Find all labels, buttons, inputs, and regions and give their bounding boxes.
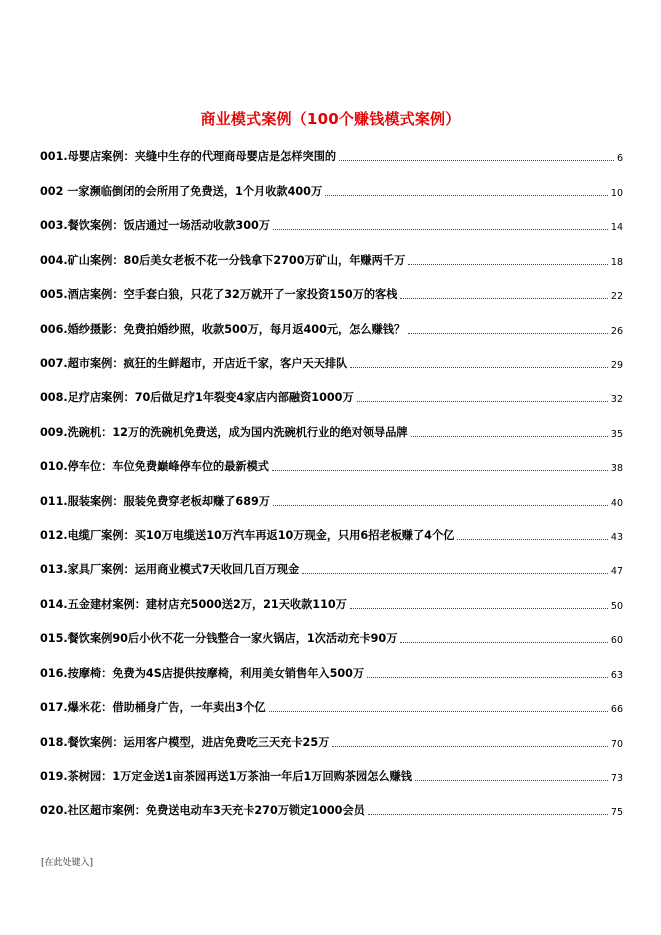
- toc-page-number: 32: [610, 394, 623, 406]
- toc-page-number: 63: [610, 669, 623, 681]
- toc-entry-title: 015.餐饮案例90后小伙不花一分钱整合一家火锅店，1次活动充卡90万: [40, 632, 398, 646]
- toc-entry[interactable]: [40, 725, 623, 759]
- toc-entry-title: 012.电缆厂案例：买10万电缆送10万汽车再返10万现金，只用6招老板赚了4个亿: [40, 529, 455, 543]
- toc-entry[interactable]: [40, 312, 623, 346]
- toc-entry-title: 004.矿山案例：80后美女老板不花一分钱拿下2700万矿山，年赚两千万: [40, 253, 406, 267]
- toc-entry[interactable]: [40, 174, 623, 208]
- toc-page-number: 22: [610, 291, 623, 303]
- toc-page-number: 50: [610, 600, 623, 612]
- toc-page-number: 73: [610, 773, 623, 785]
- toc-entry[interactable]: [40, 381, 623, 415]
- toc-page-number: 66: [610, 704, 623, 716]
- toc-entry-title: 010.停车位：车位免费巅峰停车位的最新模式: [40, 460, 269, 474]
- toc-entry[interactable]: [40, 484, 623, 518]
- toc-page-number: 75: [610, 807, 623, 819]
- toc-leader-dots: [350, 367, 608, 368]
- toc-leader-dots: [350, 608, 608, 609]
- toc-entry[interactable]: [40, 691, 623, 725]
- table-of-contents: [40, 140, 623, 828]
- toc-page-number: 35: [610, 428, 623, 440]
- toc-entry[interactable]: [40, 415, 623, 449]
- toc-entry-title: 019.茶树园：1万定金送1亩茶园再送1万茶油一年后1万回购茶园怎么赚钱: [40, 770, 412, 784]
- toc-entry[interactable]: [40, 760, 623, 794]
- toc-entry[interactable]: [40, 209, 623, 243]
- toc-entry[interactable]: [40, 587, 623, 621]
- toc-entry-title: 017.爆米花：借助桶身广告，一年卖出3个亿: [40, 701, 266, 715]
- toc-leader-dots: [400, 298, 608, 299]
- toc-leader-dots: [273, 229, 608, 230]
- toc-entry-title: 003.餐饮案例：饭店通过一场活动收款300万: [40, 219, 270, 233]
- toc-entry-title: 006.婚纱摄影：免费拍婚纱照，收款500万，每月返400元，怎么赚钱？: [40, 322, 406, 336]
- toc-page-number: 40: [610, 497, 623, 509]
- toc-leader-dots: [415, 780, 608, 781]
- toc-entry-title: 001.母婴店案例：夹缝中生存的代理商母婴店是怎样突围的: [40, 150, 337, 164]
- toc-leader-dots: [457, 539, 608, 540]
- toc-page-number: 10: [610, 187, 623, 199]
- toc-entry-title: 020.社区超市案例：免费送电动车3天充卡270万锁定1000会员: [40, 804, 365, 818]
- toc-entry-title: 013.家具厂案例：运用商业模式7天收回几百万现金: [40, 563, 300, 577]
- toc-entry[interactable]: [40, 278, 623, 312]
- toc-leader-dots: [339, 160, 614, 161]
- toc-leader-dots: [400, 642, 608, 643]
- toc-leader-dots: [411, 436, 608, 437]
- toc-page-number: 26: [610, 325, 623, 337]
- toc-entry[interactable]: [40, 243, 623, 277]
- toc-leader-dots: [368, 814, 608, 815]
- toc-page-number: 43: [610, 532, 623, 544]
- toc-entry-title: 005.酒店案例：空手套白狼，只花了32万就开了一家投资150万的客栈: [40, 288, 398, 302]
- toc-entry[interactable]: [40, 656, 623, 690]
- toc-leader-dots: [332, 746, 608, 747]
- toc-leader-dots: [408, 333, 608, 334]
- footer-placeholder: [在此处键入]: [41, 858, 94, 868]
- toc-entry-title: 016.按摩椅：免费为4S店提供按摩椅，利用美女销售年入500万: [40, 666, 365, 680]
- toc-entry[interactable]: [40, 519, 623, 553]
- document-title: 商业模式案例（100个赚钱模式案例）: [200, 110, 461, 128]
- toc-entry-title: 008.足疗店案例：70后做足疗1年裂变4家店内部融资1000万: [40, 391, 354, 405]
- toc-leader-dots: [325, 195, 608, 196]
- toc-entry-title: 007.超市案例：疯狂的生鲜超市，开店近千家，客户天天排队: [40, 356, 348, 370]
- toc-entry-title: 018.餐饮案例：运用客户模型，进店免费吃三天充卡25万: [40, 735, 330, 749]
- toc-leader-dots: [302, 573, 608, 574]
- toc-entry-title: 002 一家濒临倒闭的会所用了免费送，1个月收款400万: [40, 184, 323, 198]
- toc-page-number: 18: [610, 256, 623, 268]
- toc-leader-dots: [367, 677, 608, 678]
- toc-entry[interactable]: [40, 794, 623, 828]
- toc-entry-title: 011.服装案例：服装免费穿老板却赚了689万: [40, 494, 270, 508]
- toc-entry-title: 009.洗碗机：12万的洗碗机免费送，成为国内洗碗机行业的绝对领导品牌: [40, 425, 408, 439]
- toc-entry[interactable]: [40, 140, 623, 174]
- toc-page-number: 60: [610, 635, 623, 647]
- toc-leader-dots: [357, 401, 608, 402]
- toc-page-number: 29: [610, 359, 623, 371]
- toc-page-number: 38: [610, 463, 623, 475]
- toc-entry[interactable]: [40, 553, 623, 587]
- toc-entry[interactable]: [40, 450, 623, 484]
- toc-leader-dots: [273, 505, 608, 506]
- toc-entry-title: 014.五金建材案例：建材店充5000送2万，21天收款110万: [40, 597, 347, 611]
- toc-leader-dots: [269, 711, 608, 712]
- toc-page-number: 6: [616, 153, 623, 165]
- toc-leader-dots: [408, 264, 608, 265]
- toc-page-number: 70: [610, 738, 623, 750]
- toc-entry[interactable]: [40, 622, 623, 656]
- toc-leader-dots: [272, 470, 608, 471]
- toc-page-number: 14: [610, 222, 623, 234]
- toc-page-number: 47: [610, 566, 623, 578]
- toc-entry[interactable]: [40, 347, 623, 381]
